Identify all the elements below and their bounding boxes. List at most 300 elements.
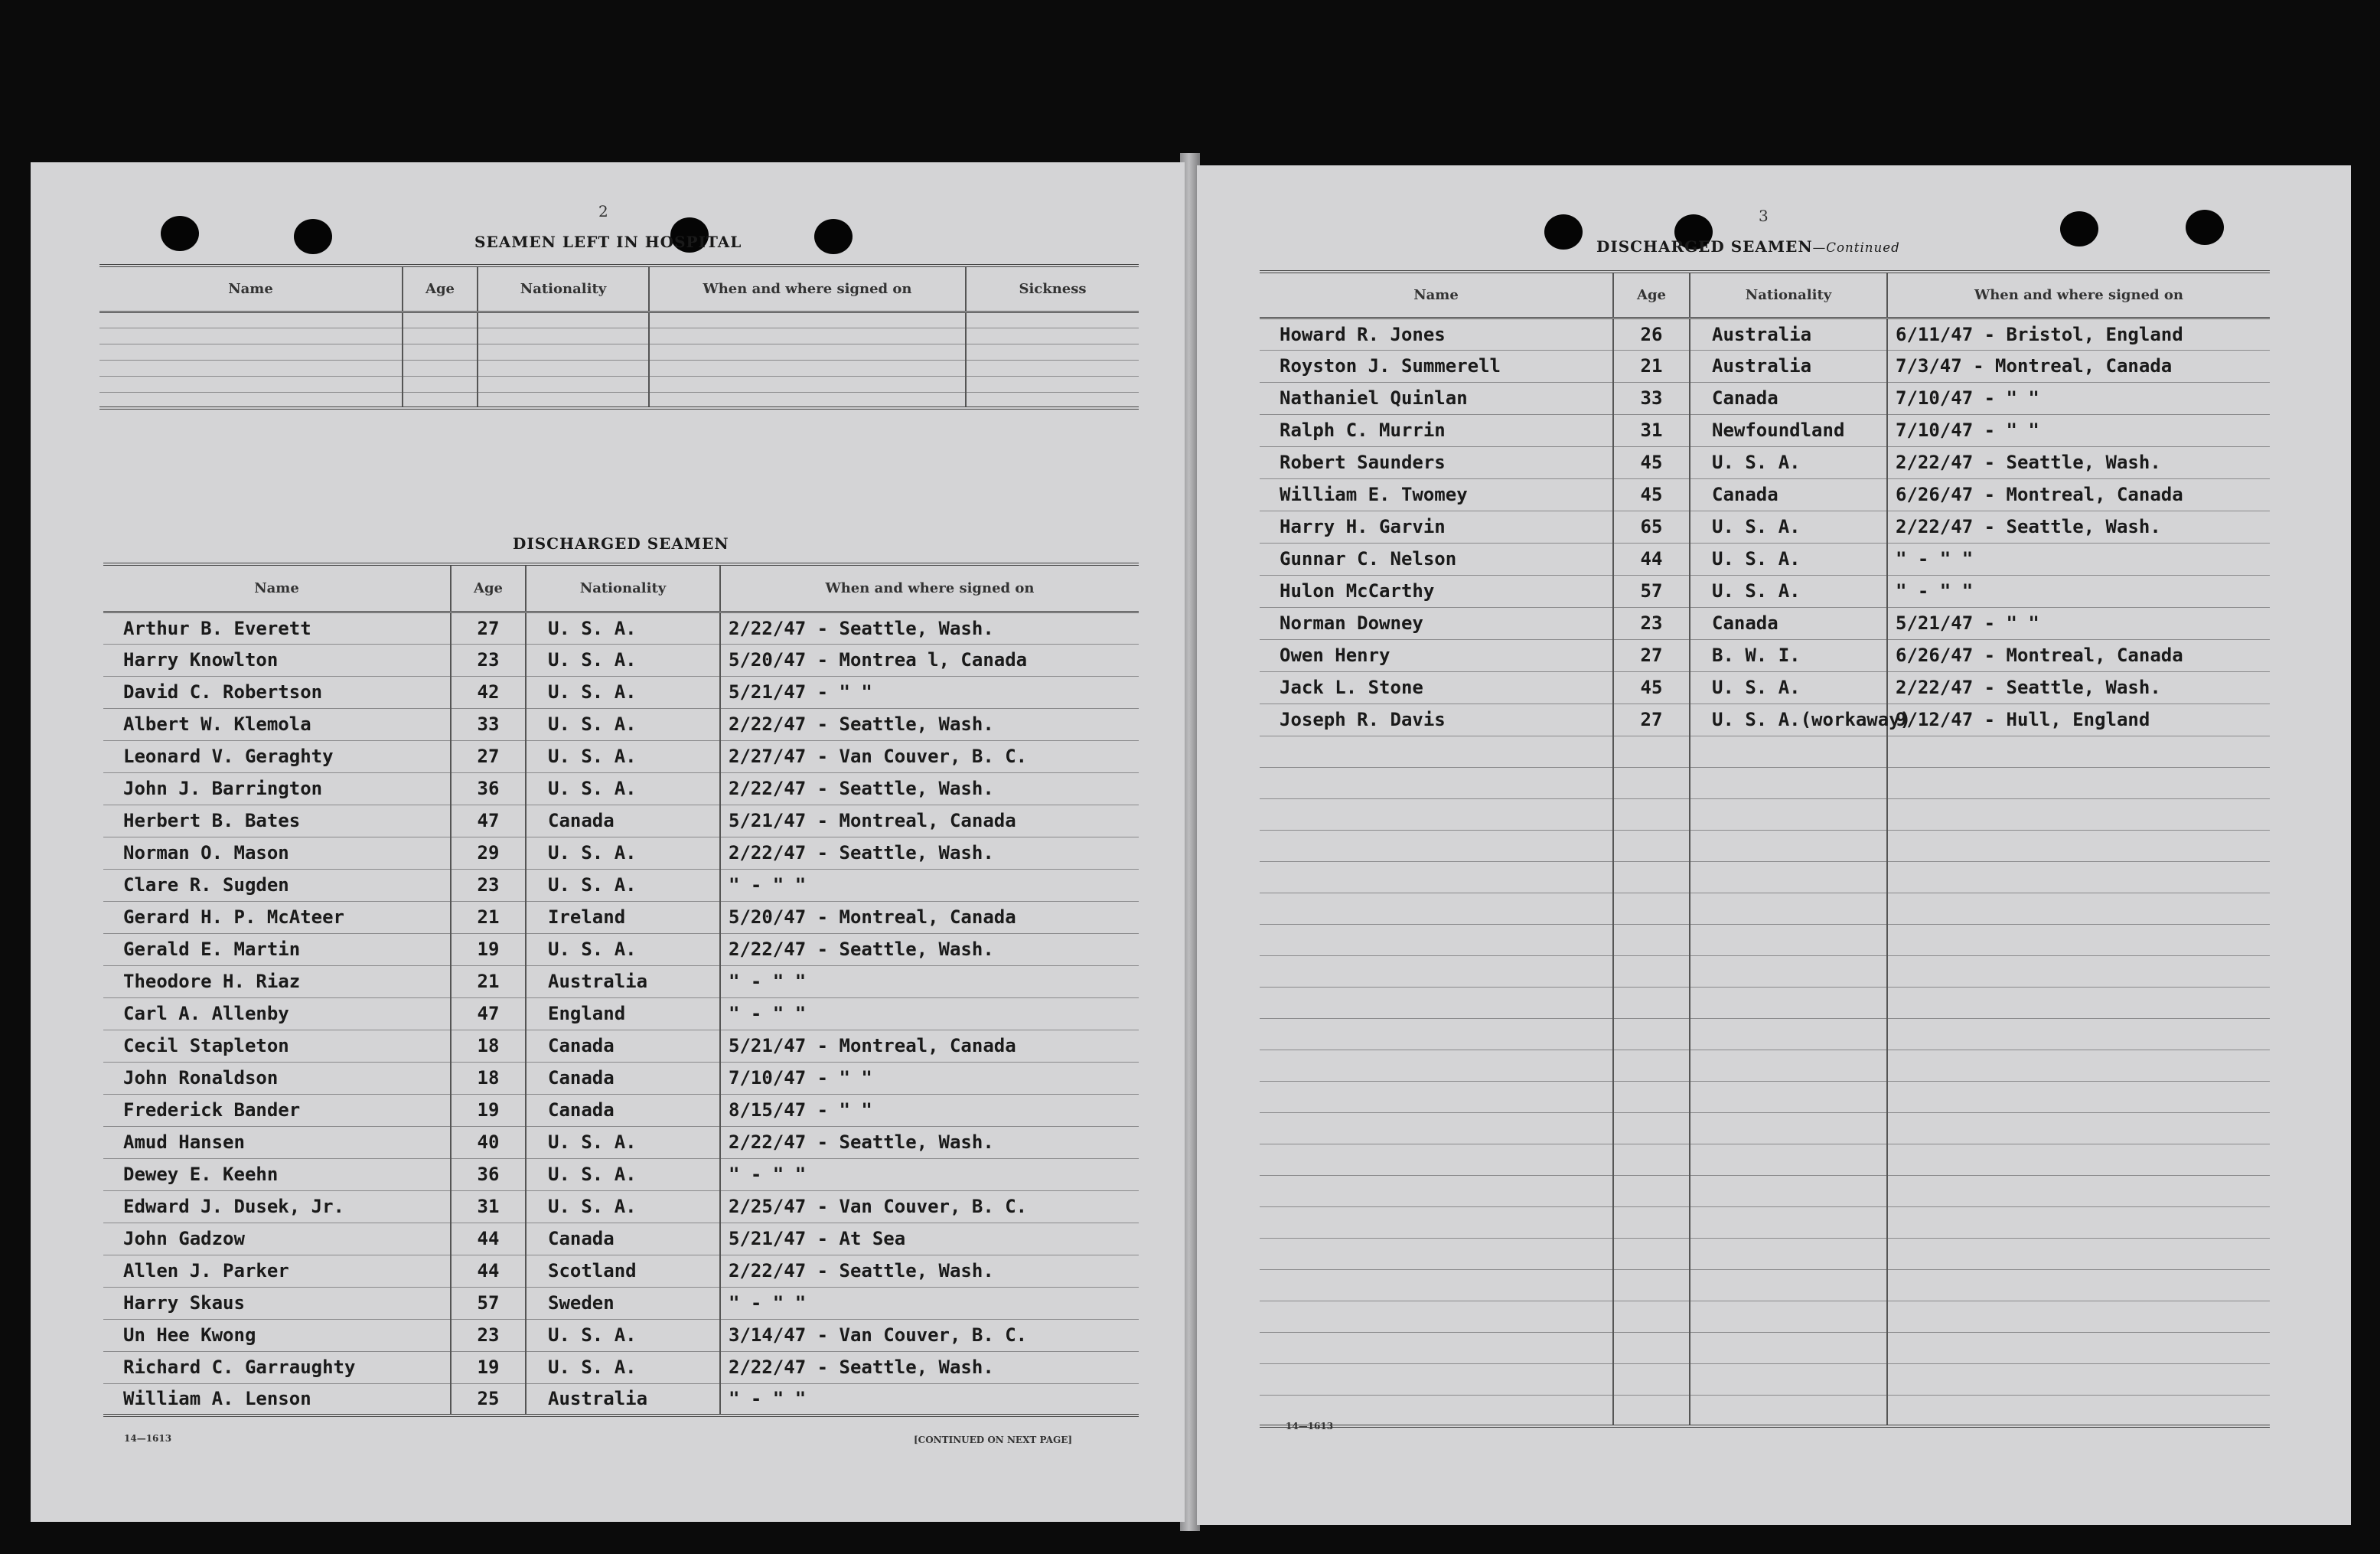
empty-cell (1887, 767, 2270, 798)
hospital-section-title: SEAMEN LEFT IN HOSPITAL (474, 233, 742, 251)
signed-on: " - " " (720, 1383, 1139, 1415)
table-row (1260, 1238, 2270, 1269)
continued-note: [CONTINUED ON NEXT PAGE] (914, 1435, 1073, 1445)
table-row (1260, 1269, 2270, 1301)
seaman-age: 42 (451, 676, 526, 708)
empty-cell (1613, 736, 1690, 767)
table-row (99, 312, 1139, 328)
seaman-name: Norman Downey (1260, 607, 1613, 639)
empty-cell (1887, 1175, 2270, 1206)
form-number: 14—1613 (124, 1433, 172, 1444)
seaman-nationality: Canada (526, 1223, 720, 1255)
seaman-age: 33 (451, 708, 526, 740)
empty-cell (478, 344, 649, 360)
seaman-name: Theodore H. Riaz (103, 965, 451, 997)
signed-on: 5/21/47 - At Sea (720, 1223, 1139, 1255)
table-row (1260, 861, 2270, 893)
seaman-name: Amud Hansen (103, 1126, 451, 1158)
signed-on: 9/12/47 - Hull, England (1887, 704, 2270, 736)
empty-cell (1690, 893, 1887, 924)
empty-cell (1260, 1363, 1613, 1395)
table-row (103, 1383, 1139, 1415)
empty-cell (1887, 1332, 2270, 1363)
empty-cell (1260, 1018, 1613, 1050)
seaman-name: Edward J. Dusek, Jr. (103, 1190, 451, 1223)
signed-on: 2/22/47 - Seattle, Wash. (720, 1255, 1139, 1287)
seaman-name: Howard R. Jones (1260, 318, 1613, 350)
empty-cell (1690, 1112, 1887, 1144)
table-row (1260, 1175, 2270, 1206)
empty-cell (1613, 1395, 1690, 1426)
empty-cell (1887, 1050, 2270, 1081)
seaman-name: Leonard V. Geraghty (103, 740, 451, 772)
empty-cell (1613, 1269, 1690, 1301)
seaman-nationality: U. S. A. (1690, 575, 1887, 607)
seaman-nationality: U. S. A. (1690, 446, 1887, 478)
seaman-age: 19 (451, 1094, 526, 1126)
table-row (1260, 1144, 2270, 1175)
seaman-nationality: U. S. A. (526, 1351, 720, 1383)
table-row (1260, 414, 2270, 446)
table-row (1260, 1395, 2270, 1426)
seaman-age: 27 (1613, 704, 1690, 736)
seaman-name: Robert Saunders (1260, 446, 1613, 478)
empty-cell (1887, 1081, 2270, 1112)
form-number: 14—1613 (1286, 1421, 1334, 1432)
seaman-age: 18 (451, 1062, 526, 1094)
seaman-name: William E. Twomey (1260, 478, 1613, 511)
empty-cell (1260, 1238, 1613, 1269)
empty-cell (1260, 1332, 1613, 1363)
table-row (103, 740, 1139, 772)
page-number: 2 (598, 202, 608, 220)
empty-cell (1260, 893, 1613, 924)
empty-cell (1260, 1112, 1613, 1144)
seaman-name: Allen J. Parker (103, 1255, 451, 1287)
col-header-sickness: Sickness (966, 266, 1139, 312)
seaman-age: 21 (451, 901, 526, 933)
seaman-name: John Ronaldson (103, 1062, 451, 1094)
punch-hole (814, 219, 853, 254)
empty-cell (403, 328, 478, 344)
signed-on: 5/21/47 - " " (720, 676, 1139, 708)
seaman-nationality: Newfoundland (1690, 414, 1887, 446)
empty-cell (1690, 955, 1887, 987)
table-row (1260, 350, 2270, 382)
empty-cell (1887, 798, 2270, 830)
discharged-section-title: DISCHARGED SEAMEN (513, 534, 729, 553)
empty-cell (1887, 893, 2270, 924)
seaman-nationality: U. S. A. (526, 1190, 720, 1223)
discharged-continued-title: DISCHARGED SEAMEN—Continued (1596, 237, 1900, 256)
seaman-nationality: Canada (526, 1062, 720, 1094)
seaman-nationality: U. S. A. (526, 1126, 720, 1158)
seaman-nationality: Australia (1690, 350, 1887, 382)
empty-cell (966, 392, 1139, 408)
col-header-signed-on: When and where signed on (649, 266, 966, 312)
empty-cell (478, 360, 649, 376)
empty-cell (99, 392, 403, 408)
empty-cell (1613, 861, 1690, 893)
seaman-name: Harry H. Garvin (1260, 511, 1613, 543)
seaman-nationality: Canada (526, 1030, 720, 1062)
table-row (1260, 1112, 2270, 1144)
signed-on: 5/21/47 - Montreal, Canada (720, 1030, 1139, 1062)
table-row (1260, 1018, 2270, 1050)
seaman-name: Frederick Bander (103, 1094, 451, 1126)
seaman-nationality: U. S. A. (526, 772, 720, 805)
signed-on: 2/22/47 - Seattle, Wash. (1887, 446, 2270, 478)
seaman-age: 36 (451, 1158, 526, 1190)
empty-cell (403, 360, 478, 376)
empty-cell (1613, 924, 1690, 955)
empty-cell (1613, 767, 1690, 798)
table-row (1260, 736, 2270, 767)
seaman-age: 44 (451, 1223, 526, 1255)
empty-cell (1613, 1363, 1690, 1395)
col-header-age: Age (451, 564, 526, 612)
seaman-name: Hulon McCarthy (1260, 575, 1613, 607)
empty-cell (1887, 1301, 2270, 1332)
seaman-age: 31 (451, 1190, 526, 1223)
empty-cell (1613, 1206, 1690, 1238)
seaman-name: Clare R. Sugden (103, 869, 451, 901)
signed-on: 7/10/47 - " " (1887, 414, 2270, 446)
seaman-age: 23 (451, 869, 526, 901)
signed-on: 2/22/47 - Seattle, Wash. (1887, 671, 2270, 704)
signed-on: 7/10/47 - " " (1887, 382, 2270, 414)
seaman-nationality: Australia (526, 965, 720, 997)
seaman-name: Dewey E. Keehn (103, 1158, 451, 1190)
col-header-name: Name (103, 564, 451, 612)
empty-cell (99, 376, 403, 392)
seaman-age: 27 (451, 612, 526, 644)
empty-cell (1613, 987, 1690, 1018)
table-row (1260, 893, 2270, 924)
discharged-continued-table (1260, 270, 2270, 1428)
col-header-signed-on: When and where signed on (720, 564, 1139, 612)
empty-cell (1690, 1018, 1887, 1050)
empty-cell (403, 312, 478, 328)
empty-cell (1613, 1301, 1690, 1332)
seaman-name: Herbert B. Bates (103, 805, 451, 837)
table-row (103, 997, 1139, 1030)
empty-cell (1260, 1206, 1613, 1238)
seaman-name: Un Hee Kwong (103, 1319, 451, 1351)
seaman-name: Carl A. Allenby (103, 997, 451, 1030)
empty-cell (1690, 1050, 1887, 1081)
empty-cell (1690, 924, 1887, 955)
signed-on: 2/27/47 - Van Couver, B. C. (720, 740, 1139, 772)
empty-cell (1887, 955, 2270, 987)
seaman-age: 23 (1613, 607, 1690, 639)
empty-cell (1887, 1238, 2270, 1269)
seaman-name: Albert W. Klemola (103, 708, 451, 740)
table-row (1260, 478, 2270, 511)
empty-cell (1613, 1144, 1690, 1175)
signed-on: 5/20/47 - Montreal, Canada (720, 901, 1139, 933)
table-row (103, 644, 1139, 676)
table-row (1260, 511, 2270, 543)
table-row (103, 708, 1139, 740)
empty-cell (966, 344, 1139, 360)
signed-on: 6/26/47 - Montreal, Canada (1887, 478, 2270, 511)
signed-on: 5/20/47 - Montrea l, Canada (720, 644, 1139, 676)
col-header-age: Age (403, 266, 478, 312)
table-row (103, 676, 1139, 708)
table-row (1260, 671, 2270, 704)
table-row (1260, 987, 2270, 1018)
seaman-name: Gerard H. P. McAteer (103, 901, 451, 933)
seaman-name: Jack L. Stone (1260, 671, 1613, 704)
table-row (1260, 575, 2270, 607)
signed-on: 3/14/47 - Van Couver, B. C. (720, 1319, 1139, 1351)
empty-cell (99, 344, 403, 360)
seaman-name: Harry Skaus (103, 1287, 451, 1319)
table-row (103, 772, 1139, 805)
signed-on: " - " " (720, 869, 1139, 901)
seaman-nationality: U. S. A.(workaway) (1690, 704, 1887, 736)
left-page (31, 162, 1185, 1522)
signed-on: 7/10/47 - " " (720, 1062, 1139, 1094)
empty-cell (1260, 861, 1613, 893)
seaman-nationality: Sweden (526, 1287, 720, 1319)
table-row (103, 933, 1139, 965)
seaman-nationality: Canada (1690, 382, 1887, 414)
table-row (103, 1351, 1139, 1383)
signed-on: 2/22/47 - Seattle, Wash. (720, 933, 1139, 965)
seaman-nationality: Australia (526, 1383, 720, 1415)
empty-cell (1887, 1395, 2270, 1426)
empty-cell (99, 328, 403, 344)
seaman-nationality: Scotland (526, 1255, 720, 1287)
seaman-nationality: England (526, 997, 720, 1030)
empty-cell (1260, 767, 1613, 798)
signed-on: 6/26/47 - Montreal, Canada (1887, 639, 2270, 671)
empty-cell (1690, 987, 1887, 1018)
empty-cell (1613, 893, 1690, 924)
empty-cell (1260, 1081, 1613, 1112)
empty-cell (1260, 1269, 1613, 1301)
seaman-age: 47 (451, 805, 526, 837)
empty-cell (478, 376, 649, 392)
table-row (1260, 1206, 2270, 1238)
table-row (103, 1158, 1139, 1190)
seaman-nationality: U. S. A. (526, 1158, 720, 1190)
empty-cell (1690, 1081, 1887, 1112)
seaman-name: Royston J. Summerell (1260, 350, 1613, 382)
seaman-age: 40 (451, 1126, 526, 1158)
empty-cell (403, 392, 478, 408)
empty-cell (1613, 798, 1690, 830)
table-row (1260, 318, 2270, 350)
col-header-age: Age (1613, 272, 1690, 318)
empty-cell (1613, 1112, 1690, 1144)
seaman-age: 19 (451, 933, 526, 965)
empty-cell (1613, 955, 1690, 987)
empty-cell (1887, 1018, 2270, 1050)
table-row (1260, 830, 2270, 861)
table-row (1260, 1363, 2270, 1395)
empty-cell (1887, 1363, 2270, 1395)
empty-cell (1260, 955, 1613, 987)
seaman-age: 27 (451, 740, 526, 772)
empty-cell (649, 376, 966, 392)
table-row (1260, 704, 2270, 736)
right-page (1197, 165, 2351, 1525)
seaman-age: 31 (1613, 414, 1690, 446)
seaman-nationality: U. S. A. (526, 676, 720, 708)
table-row (103, 1062, 1139, 1094)
empty-cell (1613, 1081, 1690, 1112)
signed-on: 2/22/47 - Seattle, Wash. (720, 1126, 1139, 1158)
punch-hole (161, 216, 199, 251)
empty-cell (966, 360, 1139, 376)
empty-cell (649, 360, 966, 376)
seaman-name: Cecil Stapleton (103, 1030, 451, 1062)
seaman-nationality: Canada (1690, 607, 1887, 639)
table-row (103, 965, 1139, 997)
table-row (99, 344, 1139, 360)
table-row (1260, 1081, 2270, 1112)
empty-cell (649, 392, 966, 408)
col-header-signed-on: When and where signed on (1887, 272, 2270, 318)
table-row (1260, 1332, 2270, 1363)
col-header-nationality: Nationality (526, 564, 720, 612)
empty-cell (649, 328, 966, 344)
empty-cell (1690, 1206, 1887, 1238)
empty-cell (966, 328, 1139, 344)
empty-cell (1690, 1175, 1887, 1206)
table-row (1260, 955, 2270, 987)
seaman-name: Arthur B. Everett (103, 612, 451, 644)
table-row (1260, 446, 2270, 478)
seaman-age: 45 (1613, 446, 1690, 478)
empty-cell (1260, 798, 1613, 830)
seaman-name: Richard C. Garraughty (103, 1351, 451, 1383)
signed-on: 2/22/47 - Seattle, Wash. (1887, 511, 2270, 543)
empty-cell (1260, 987, 1613, 1018)
table-row (99, 392, 1139, 408)
seaman-age: 26 (1613, 318, 1690, 350)
hospital-table (99, 264, 1139, 410)
signed-on: 2/22/47 - Seattle, Wash. (720, 837, 1139, 869)
seaman-nationality: U. S. A. (526, 644, 720, 676)
table-row (99, 376, 1139, 392)
seaman-age: 57 (451, 1287, 526, 1319)
table-row (1260, 767, 2270, 798)
empty-cell (1690, 1269, 1887, 1301)
seaman-name: John Gadzow (103, 1223, 451, 1255)
seaman-age: 21 (451, 965, 526, 997)
punch-hole (2186, 210, 2224, 245)
seaman-name: David C. Robertson (103, 676, 451, 708)
empty-cell (1690, 830, 1887, 861)
empty-cell (966, 312, 1139, 328)
seaman-nationality: Canada (526, 805, 720, 837)
table-row (103, 1319, 1139, 1351)
empty-cell (1887, 1112, 2270, 1144)
empty-cell (1690, 736, 1887, 767)
signed-on: 2/22/47 - Seattle, Wash. (720, 612, 1139, 644)
empty-cell (1260, 830, 1613, 861)
seaman-name: John J. Barrington (103, 772, 451, 805)
empty-cell (478, 392, 649, 408)
empty-cell (966, 376, 1139, 392)
punch-hole (1544, 214, 1583, 250)
table-row (1260, 382, 2270, 414)
table-row (1260, 924, 2270, 955)
seaman-age: 19 (451, 1351, 526, 1383)
empty-cell (1690, 1332, 1887, 1363)
empty-cell (649, 312, 966, 328)
col-header-name: Name (1260, 272, 1613, 318)
seaman-age: 45 (1613, 478, 1690, 511)
empty-cell (1690, 1363, 1887, 1395)
seaman-age: 23 (451, 1319, 526, 1351)
table-row (1260, 639, 2270, 671)
table-row (103, 837, 1139, 869)
seaman-age: 33 (1613, 382, 1690, 414)
seaman-age: 25 (451, 1383, 526, 1415)
seaman-nationality: U. S. A. (526, 708, 720, 740)
table-row (1260, 543, 2270, 575)
empty-cell (403, 376, 478, 392)
empty-cell (1613, 1238, 1690, 1269)
seaman-nationality: U. S. A. (1690, 543, 1887, 575)
empty-cell (1887, 736, 2270, 767)
empty-cell (1887, 987, 2270, 1018)
empty-cell (478, 328, 649, 344)
empty-cell (1887, 1269, 2270, 1301)
seaman-name: Gerald E. Martin (103, 933, 451, 965)
seaman-nationality: U. S. A. (526, 612, 720, 644)
page-number: 3 (1759, 207, 1769, 225)
signed-on: " - " " (1887, 543, 2270, 575)
seaman-age: 21 (1613, 350, 1690, 382)
seaman-nationality: B. W. I. (1690, 639, 1887, 671)
seaman-nationality: U. S. A. (526, 869, 720, 901)
empty-cell (1887, 861, 2270, 893)
signed-on: " - " " (720, 1287, 1139, 1319)
seaman-age: 23 (451, 644, 526, 676)
empty-cell (649, 344, 966, 360)
empty-cell (1260, 1050, 1613, 1081)
empty-cell (1887, 1144, 2270, 1175)
empty-cell (1690, 767, 1887, 798)
signed-on: 8/15/47 - " " (720, 1094, 1139, 1126)
seaman-age: 47 (451, 997, 526, 1030)
punch-hole (294, 219, 332, 254)
empty-cell (1260, 1175, 1613, 1206)
discharged-table (103, 563, 1139, 1417)
table-row (103, 1094, 1139, 1126)
seaman-nationality: U. S. A. (526, 837, 720, 869)
table-row (1260, 798, 2270, 830)
seaman-name: Owen Henry (1260, 639, 1613, 671)
seaman-age: 57 (1613, 575, 1690, 607)
seaman-age: 18 (451, 1030, 526, 1062)
empty-cell (1260, 924, 1613, 955)
seaman-age: 36 (451, 772, 526, 805)
empty-cell (1613, 1332, 1690, 1363)
empty-cell (1887, 1206, 2270, 1238)
table-row (103, 805, 1139, 837)
signed-on: 6/11/47 - Bristol, England (1887, 318, 2270, 350)
table-row (103, 901, 1139, 933)
punch-hole (2060, 211, 2098, 246)
signed-on: 2/22/47 - Seattle, Wash. (720, 772, 1139, 805)
